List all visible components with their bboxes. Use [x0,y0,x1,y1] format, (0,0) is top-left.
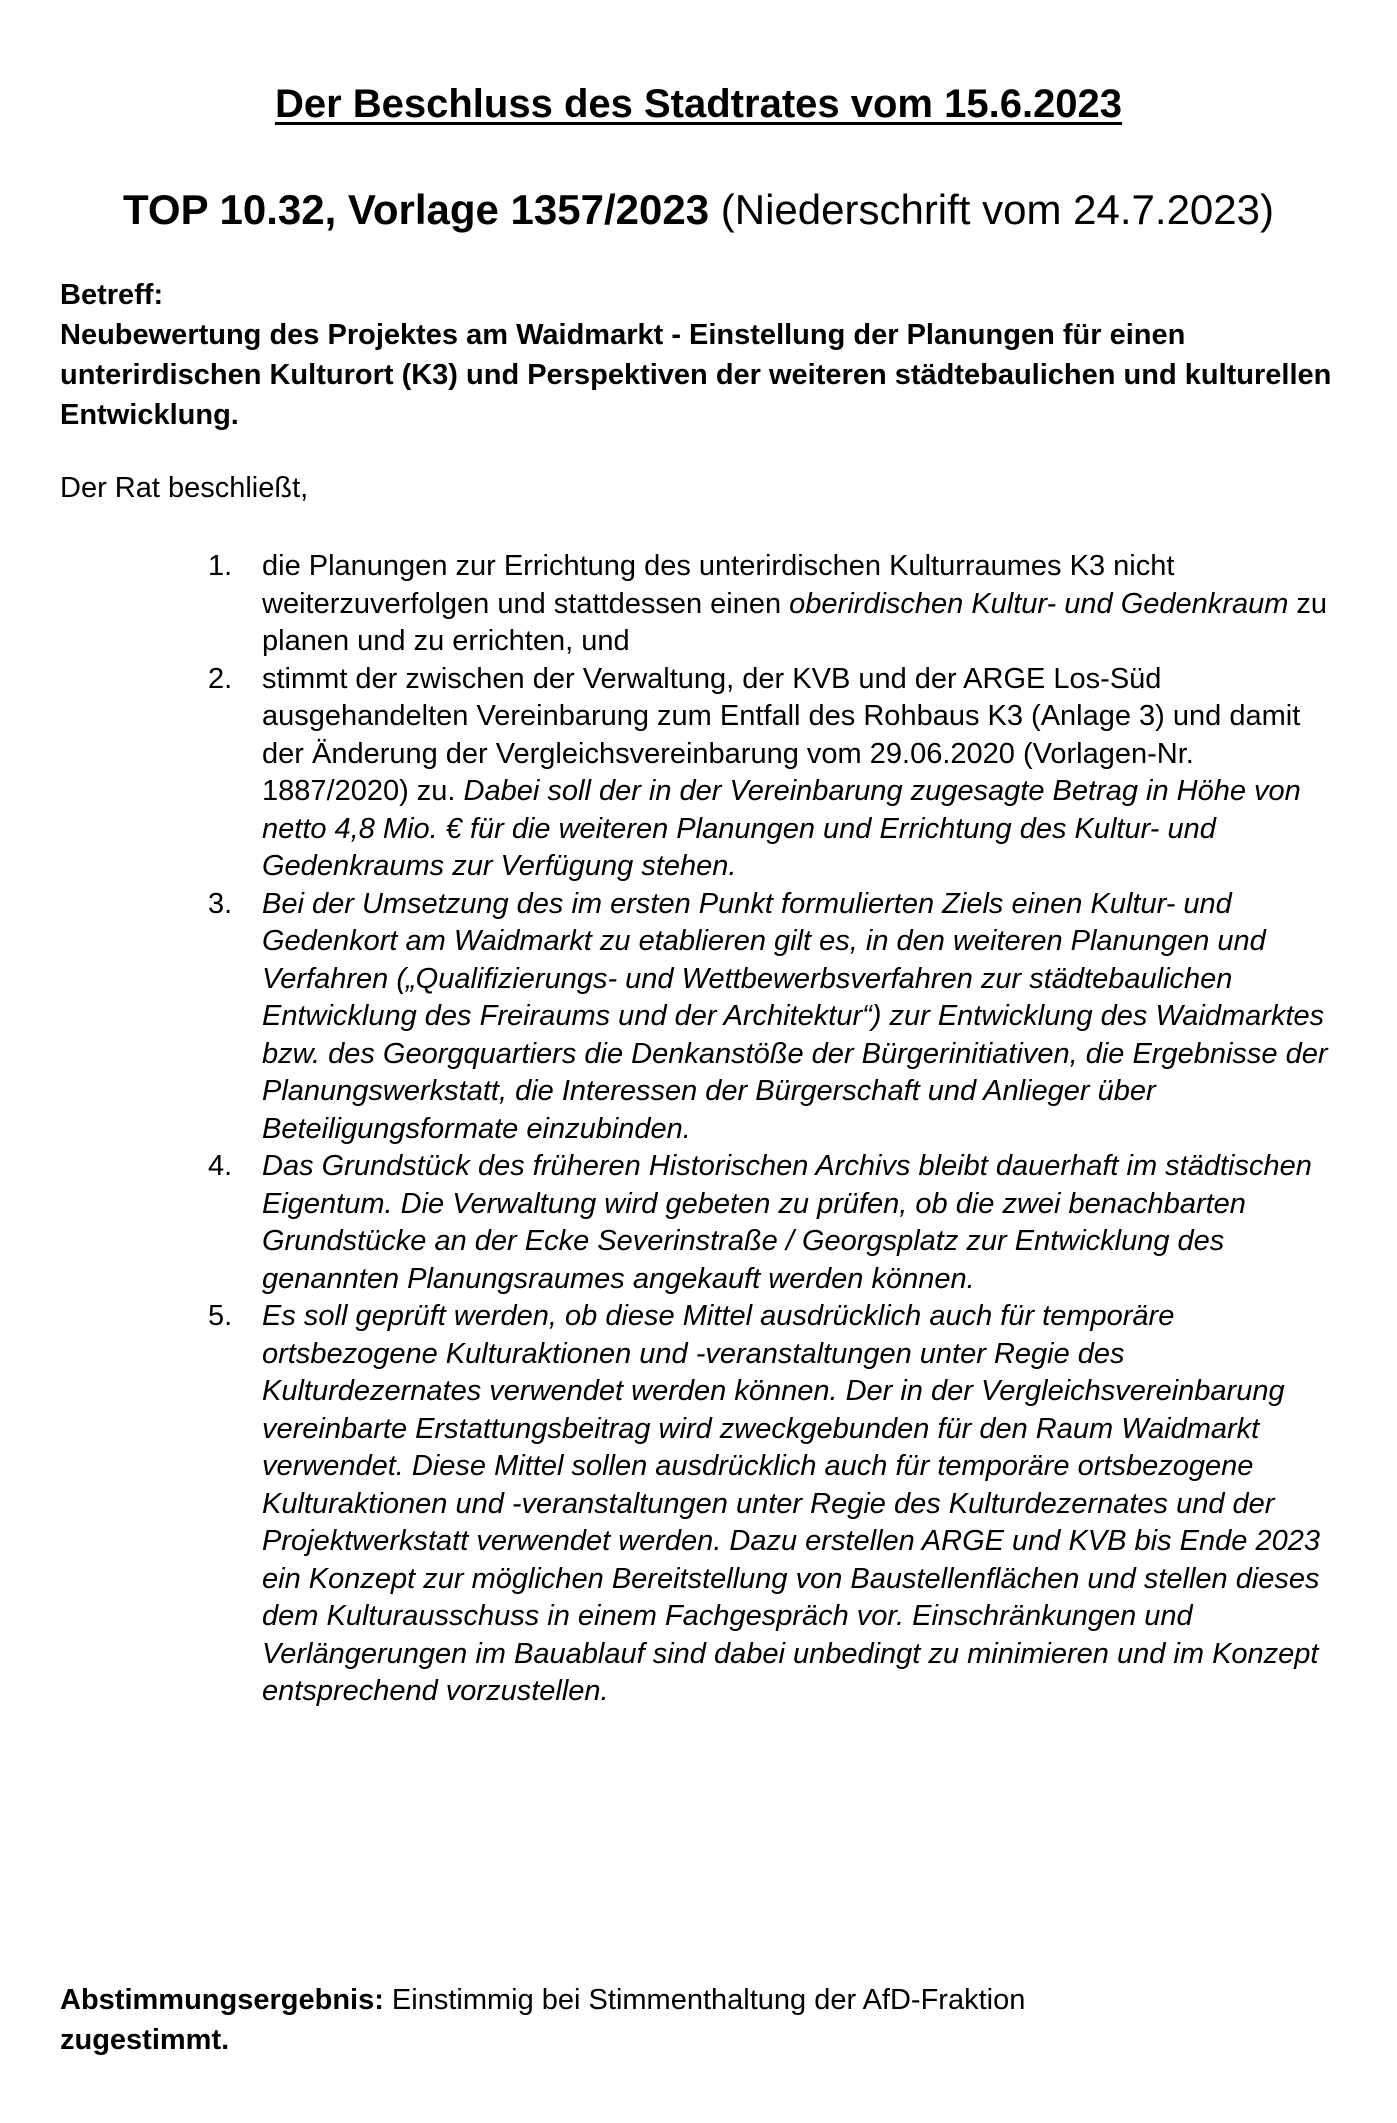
list-item-number: 4. [208,1150,233,1182]
list-item-italic-text: Bei der Umsetzung des im ersten Punkt formulierten Ziels einen Kultur- und Gedenkort am Waidmarkt zu etablieren gilt es, in den weiteren Planungen und Verfahren („Qualifizierungs- und Wettbewerbsverfahren zur städtebaulichen Entwicklung des Freiraums und der Architektur“) zur Entwicklung des Waidmarktes bzw. des Georgquartiers die Denkanstöße der Bürgerinitiativen, die Ergebnisse der Planungswerkstatt, die Interessen der Bürgerschaft und Anlieger über Beteiligungsformate einzubinden. [262,887,1328,1145]
document-title: Der Beschluss des Stadtrates vom 15.6.2023 [274,82,1123,126]
list-item-italic-text: Es soll geprüft werden, ob diese Mittel ausdrücklich auch für temporäre ortsbezogene Kulturaktionen und -veranstaltungen unter Regie des Kulturdezernates verwendet werden können. Der in der Vergleichsvereinbarung vereinbarte Erstattungsbeitrag wird zweckgebunden für den Raum Waidmarkt verwendet. Diese Mittel sollen ausdrücklich auch für temporäre ortsbezogene Kulturaktionen und -veranstaltungen unter Regie des Kulturdezernates und der Projektwerkstatt verwendet werden. Dazu erstellen ARGE und KVB bis Ende 2023 ein Konzept zur möglichen Bereitstellung von Baustellenflächen und stellen dieses dem Kulturausschuss in einem Fachgespräch vor. Einschränkungen und Verlängerungen im Bauablauf sind dabei unbedingt zu minimieren und im Konzept entsprechend vorzustellen. [262,1300,1320,1707]
list-item [0,1298,1342,1711]
list-item [0,548,1342,661]
vote-result-label: Abstimmungsergebnis: [60,1984,384,2016]
list-item-number: 3. [208,887,233,920]
list-item-number: 5. [208,1300,233,1332]
agenda-subtitle [0,184,1397,236]
list-item-italic-text: Das Grundstück des früheren Historischen Archivs bleibt dauerhaft im städtischen Eigentum. Die Verwaltung wird gebeten zu prüfen, ob die zwei benachbarten Grundstücke an der Ecke Severinstraße / Georgsplatz zur Entwicklung des genannten Planungsraumes angekauft werden können. [262,1150,1312,1295]
minutes-date: (Niederschrift vom 24.7.2023) [720,186,1274,233]
list-item-number: 2. [208,662,233,695]
subject-text: Neubewertung des Projektes am Waidmarkt - Einstellung der Planungen für einen unterirdischen Kulturort (K3) und Perspektiven der weiteren städtebaulichen und kulturellen Entwicklung. [60,319,1332,431]
list-item [0,1148,1342,1298]
list-item-text: die Planungen zur Errichtung des unterirdischen Kulturraumes K3 nicht weiterzuverfolgen und stattdessen einen [262,550,1175,620]
vote-result-final: zugestimmt. [60,2024,230,2056]
list-item [0,886,1342,1149]
list-item-text: stimmt der zwischen der Verwaltung, der KVB und der ARGE Los-Süd ausgehandelten Vereinbarung zum Entfall des Rohbaus K3 (Anlage 3) und damit der Änderung der Vergleichsvereinbarung vom 29.06.2020 (Vorlagen-Nr. 1887/2020) zu. [262,662,1301,807]
resolution-list [0,548,1397,1711]
list-item-text: zu planen und zu errichten, und [262,587,1328,657]
list-item-italic-text: Dabei soll der in der Vereinbarung zugesagte Betrag in Höhe von netto 4,8 Mio. € für die weiteren Planungen und Errichtung des Kultur- und Gedenkraums zur Verfügung stehen. [262,775,1301,882]
subject-label: Betreff: [60,279,164,311]
vote-result-text: Einstimmig bei Stimmenthaltung der AfD-Fraktion [383,1984,1026,2016]
resolution-intro: Der Rat beschließt, [60,472,309,504]
list-item-number: 1. [208,550,233,582]
vote-result [60,1980,1360,2060]
list-item-italic-text: oberirdischen Kultur- und Gedenkraum [789,587,1289,620]
list-item [0,661,1342,886]
agenda-reference: TOP 10.32, Vorlage 1357/2023 [123,186,710,233]
